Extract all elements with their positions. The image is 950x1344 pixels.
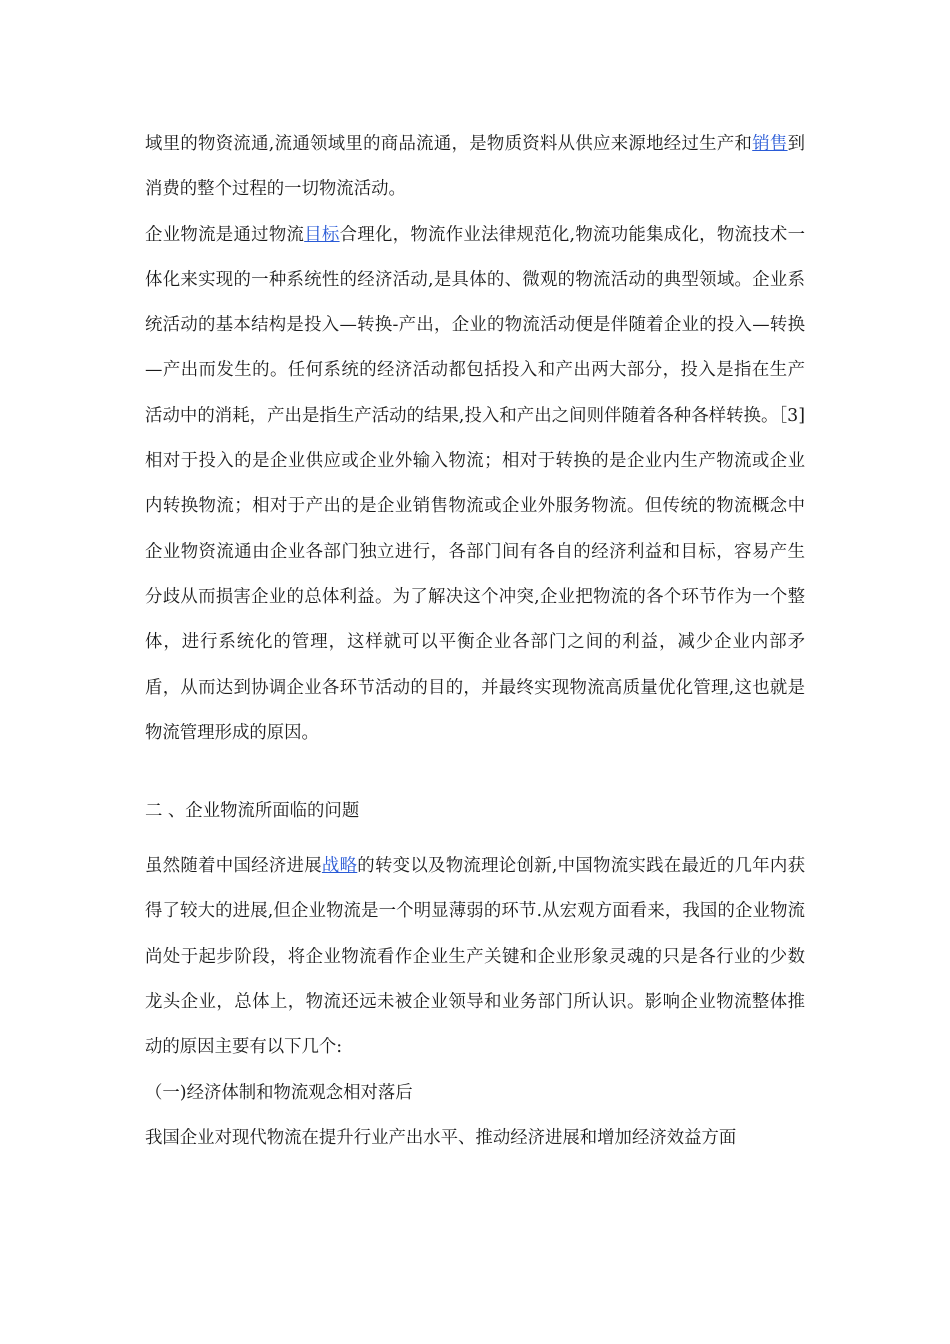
paragraph-4: [145, 1116, 805, 1161]
paragraph-2: [145, 213, 805, 757]
link-zhanlue[interactable]: 战略: [321, 856, 358, 877]
document-page: [145, 122, 805, 1161]
paragraph-3-text-b: 的转变以及物流理论创新,中国物流实践在最近的几年内获得了较大的进展,但企业物流是一个明显薄弱的环节.从宏观方面看来，我国的企业物流尚处于起步阶段，将企业物流看作企业生产关键和企业形象灵魂的只是各行业的少数龙头企业，总体上，物流还远未被企业领导和业务部门所认识。影响企业物流整体推动的原因主要有以下几个:: [145, 856, 805, 1058]
paragraph-4-text-a: 我国企业对现代物流在提升行业产出水平、推动经济进展和增加经济效益方面: [145, 1127, 737, 1148]
paragraph-1-text-a: 域里的物资流通,流通领域里的商品流通，是物质资料从供应来源地经过生产和: [145, 134, 753, 154]
paragraph-2-text-a: 企业物流是通过物流: [145, 224, 305, 245]
paragraph-1-text-b: 到消费的整个过程的一切物流活动。: [145, 134, 805, 200]
spacer: [145, 756, 805, 789]
section-heading: 二 、企业物流所面临的问题: [145, 801, 360, 822]
paragraph-1: [145, 122, 805, 213]
paragraph-2-text-b: 合理化，物流作业法律规范化,物流功能集成化，物流技术一体化来实现的一种系统性的经济活动,是具体的、微观的物流活动的典型领域。企业系统活动的基本结构是投入—转换-产出，企业的物流活动便是伴随着企业的投入—转换—产出而发生的。任何系统的经济活动都包括投入和产出两大部分，投入是指在生产活动中的消耗，产出是指生产活动的结果,投入和产出之间则伴随着各种各样转换。［3]相对于投入的是企业供应或企业外输入物流；相对于转换的是企业内生产物流或企业内转换物流；相对于产出的是企业销售物流或企业外服务物流。但传统的物流概念中企业物资流通由企业各部门独立进行，各部门间有各自的经济利益和目标，容易产生分歧从而损害企业的总体利益。为了解决这个冲突,企业把物流的各个环节作为一个整体，进行系统化的管理，这样就可以平衡企业各部门之间的利益，减少企业内部矛盾，从而达到协调企业各环节活动的目的，并最终实现物流高质量优化管理,这也就是物流管理形成的原因。: [145, 224, 805, 743]
paragraph-3: [145, 844, 805, 1070]
subsection-heading: （一)经济体制和物流观念相对落后: [145, 1082, 413, 1103]
link-mubiao[interactable]: 目标: [304, 224, 340, 245]
paragraph-3-text-a: 虽然随着中国经济进展: [145, 856, 322, 877]
link-xiaoshou[interactable]: 销售: [752, 134, 788, 154]
spacer: [145, 834, 805, 844]
